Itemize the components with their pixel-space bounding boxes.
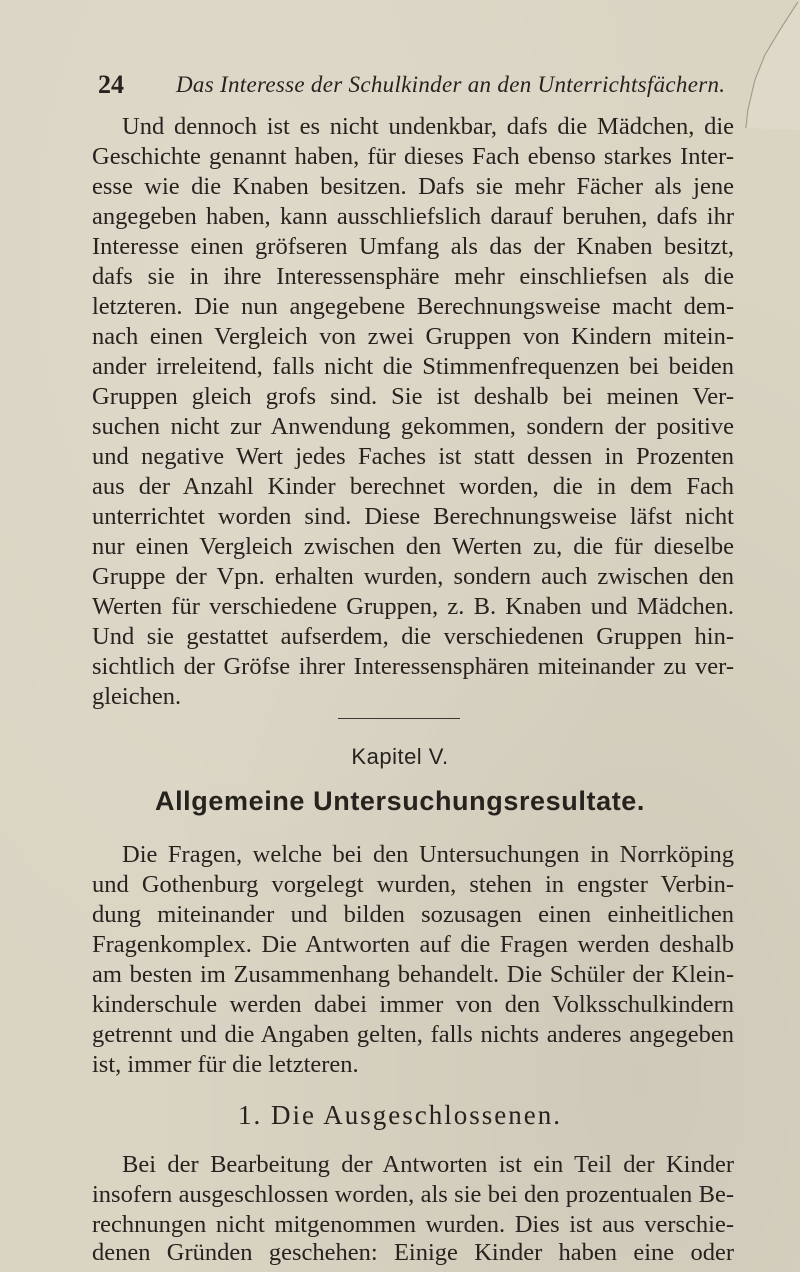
text-line: sichtlich der Gröfse ihrer Interessensphären miteinander zu ver- (92, 653, 734, 680)
text-line: getrennt und die Angaben gelten, falls nichts anderes angegeben (92, 1021, 734, 1048)
text-line: aus der Anzahl Kinder berechnet worden, die in dem Fach (92, 473, 734, 500)
text-line: suchen nicht zur Anwendung gekommen, sondern der positive (92, 413, 734, 440)
text-line: am besten im Zusammenhang behandelt. Die Schüler der Klein- (92, 961, 734, 988)
text-line: kinderschule werden dabei immer von den Volksschulkindern (92, 991, 734, 1018)
section-title: 1. Die Ausgeschlossenen. (238, 1100, 562, 1130)
text-line: Geschichte genannt haben, für dieses Fach ebenso starkes Inter- (92, 143, 734, 170)
text-line: gleichen. (92, 683, 182, 710)
torn-page-edge (710, 0, 800, 130)
page-header (98, 70, 738, 106)
text-line: nach einen Vergleich von zwei Gruppen von Kindern mitein- (92, 323, 734, 350)
text-line: dafs sie in ihre Interessensphäre mehr einschliefsen als die (92, 263, 734, 290)
text-line: insofern ausgeschlossen worden, als sie bei den prozentualen Be- (92, 1181, 734, 1208)
text-line: rechnungen nicht mitgenommen wurden. Dies ist aus verschie- (92, 1211, 734, 1238)
page-number: 24 (98, 70, 124, 99)
text-line: denen Gründen geschehen: Einige Kinder haben eine oder (92, 1239, 734, 1266)
text-line: und Gothenburg vorgelegt wurden, stehen in engster Verbin- (92, 871, 734, 898)
text-line: dung miteinander und bilden sozusagen einen einheitlichen (92, 901, 734, 928)
running-title: Das Interesse der Schulkinder an den Unterrichtsfächern. (176, 72, 726, 97)
text-line: esse wie die Knaben besitzen. Dafs sie mehr Fächer als jene (92, 173, 734, 200)
text-line: Die Fragen, welche bei den Untersuchungen in Norrköping (122, 841, 734, 868)
text-line: ist, immer für die letzteren. (92, 1051, 359, 1078)
text-line: Interesse einen gröfseren Umfang als das der Knaben besitzt, (92, 233, 734, 260)
text-line: Und sie gestattet aufserdem, die verschiedenen Gruppen hin- (92, 623, 734, 650)
text-line: und negative Wert jedes Faches ist statt dessen in Prozenten (92, 443, 734, 470)
text-line: Fragenkomplex. Die Antworten auf die Fragen werden deshalb (92, 931, 734, 958)
text-line: unterrichtet worden sind. Diese Berechnungsweise läfst nicht (92, 503, 734, 530)
text-line: ander irreleitend, falls nicht die Stimmenfrequenzen bei beiden (92, 353, 734, 380)
text-line: angegeben haben, kann ausschliefslich darauf beruhen, dafs ihr (92, 203, 734, 230)
text-line: Gruppe der Vpn. erhalten wurden, sondern auch zwischen den (92, 563, 734, 590)
text-line: Bei der Bearbeitung der Antworten ist ein Teil der Kinder (122, 1151, 734, 1178)
text-line: Und dennoch ist es nicht undenkbar, dafs die Mädchen, die (122, 113, 734, 140)
text-line: nur einen Vergleich zwischen den Werten zu, die für dieselbe (92, 533, 734, 560)
text-line: Werten für verschiedene Gruppen, z. B. Knaben und Mädchen. (92, 593, 734, 620)
section-divider-rule (338, 718, 460, 719)
text-line: letzteren. Die nun angegebene Berechnungsweise macht dem- (92, 293, 734, 320)
chapter-title: Allgemeine Untersuchungsresultate. (154, 786, 645, 816)
chapter-label: Kapitel V. (351, 744, 449, 769)
text-line: Gruppen gleich grofs sind. Sie ist deshalb bei meinen Ver- (92, 383, 734, 410)
